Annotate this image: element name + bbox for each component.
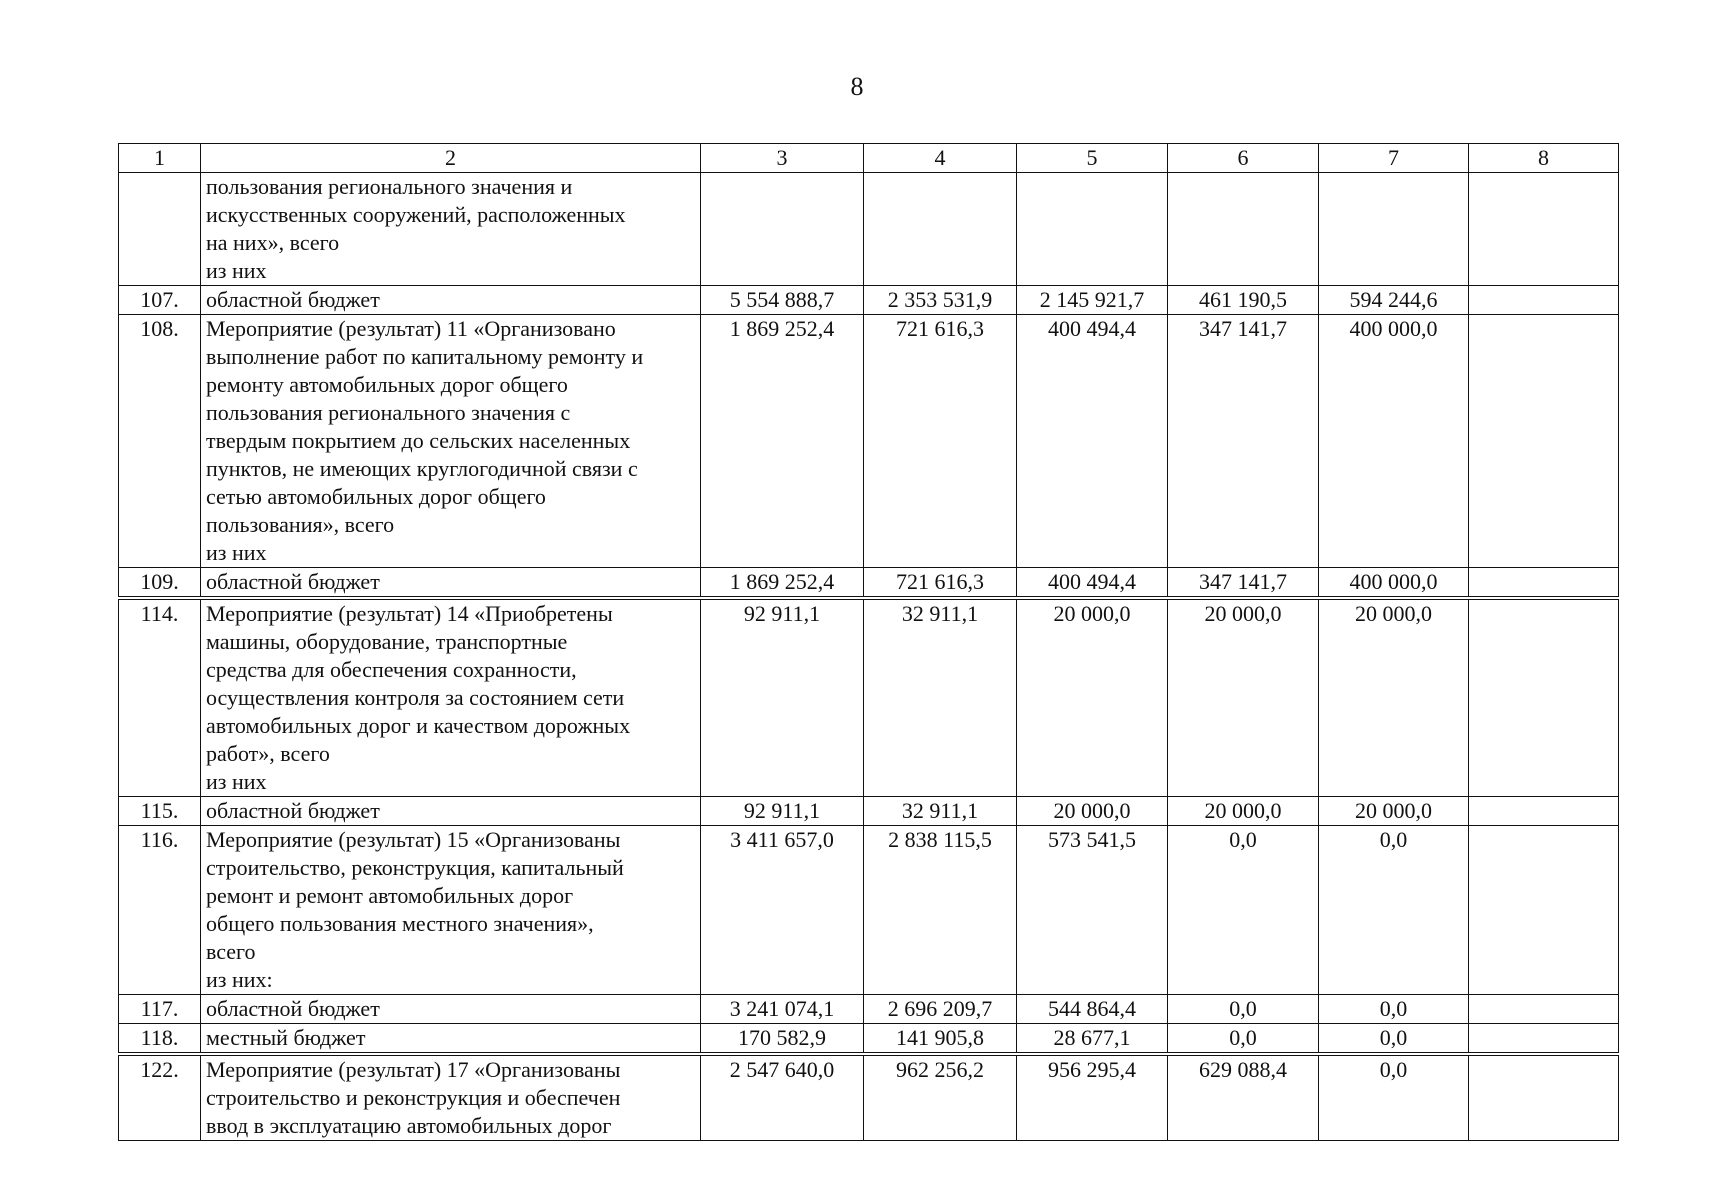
table-row	[119, 797, 1619, 826]
value-cell	[1469, 995, 1619, 1024]
description-line: всего	[206, 939, 256, 964]
table-row	[119, 1024, 1619, 1055]
value-cell: 0,0	[1319, 995, 1469, 1024]
description-line: строительство и реконструкция и обеспечен	[206, 1085, 621, 1110]
value-cell: 2 353 531,9	[864, 286, 1017, 315]
value-cell	[1017, 173, 1168, 286]
row-number: 109.	[119, 568, 201, 599]
value-cell: 20 000,0	[1319, 797, 1469, 826]
table-row	[119, 173, 1619, 286]
value-cell: 721 616,3	[864, 568, 1017, 599]
value-cell: 0,0	[1319, 826, 1469, 995]
value-cell: 170 582,9	[701, 1024, 864, 1055]
value-cell: 2 547 640,0	[701, 1054, 864, 1141]
row-number: 115.	[119, 797, 201, 826]
value-cell: 573 541,5	[1017, 826, 1168, 995]
value-cell: 5 554 888,7	[701, 286, 864, 315]
value-cell: 28 677,1	[1017, 1024, 1168, 1055]
table-row	[119, 826, 1619, 995]
description-line: пунктов, не имеющих круглогодичной связи с	[206, 456, 638, 481]
description-line: Мероприятие (результат) 15 «Организованы	[206, 827, 621, 852]
value-cell	[1469, 598, 1619, 797]
description-line: выполнение работ по капитальному ремонту и	[206, 344, 644, 369]
row-description	[201, 1024, 701, 1055]
row-description	[201, 315, 701, 568]
row-description	[201, 826, 701, 995]
column-header: 5	[1017, 144, 1168, 173]
value-cell: 962 256,2	[864, 1054, 1017, 1141]
row-description	[201, 598, 701, 797]
row-description	[201, 1054, 701, 1141]
value-cell: 2 145 921,7	[1017, 286, 1168, 315]
value-cell: 400 000,0	[1319, 315, 1469, 568]
value-cell: 629 088,4	[1168, 1054, 1319, 1141]
value-cell: 32 911,1	[864, 797, 1017, 826]
value-cell: 461 190,5	[1168, 286, 1319, 315]
value-cell: 2 696 209,7	[864, 995, 1017, 1024]
description-line: ремонту автомобильных дорог общего	[206, 372, 568, 397]
page-number: 8	[850, 72, 864, 101]
description-line: Мероприятие (результат) 14 «Приобретены	[206, 601, 613, 626]
value-cell: 1 869 252,4	[701, 315, 864, 568]
value-cell: 1 869 252,4	[701, 568, 864, 599]
row-number: 116.	[119, 826, 201, 995]
value-cell: 0,0	[1319, 1054, 1469, 1141]
row-number: 107.	[119, 286, 201, 315]
value-cell: 956 295,4	[1017, 1054, 1168, 1141]
value-cell: 0,0	[1319, 1024, 1469, 1055]
description-line: машины, оборудование, транспортные	[206, 629, 568, 654]
value-cell	[1469, 797, 1619, 826]
row-number	[119, 173, 201, 286]
value-cell: 594 244,6	[1319, 286, 1469, 315]
description-line: на них», всего	[206, 230, 340, 255]
description-line: пользования регионального значения с	[206, 400, 571, 425]
budget-table	[118, 143, 1619, 1141]
value-cell	[1469, 315, 1619, 568]
row-number: 108.	[119, 315, 201, 568]
description-line: из них	[206, 540, 267, 565]
value-cell: 141 905,8	[864, 1024, 1017, 1055]
row-description	[201, 797, 701, 826]
column-header: 6	[1168, 144, 1319, 173]
value-cell: 92 911,1	[701, 598, 864, 797]
value-cell	[701, 173, 864, 286]
description-line: пользования», всего	[206, 512, 395, 537]
column-header: 8	[1469, 144, 1619, 173]
value-cell: 2 838 115,5	[864, 826, 1017, 995]
value-cell: 0,0	[1168, 826, 1319, 995]
description-line: областной бюджет	[206, 798, 380, 823]
description-line: работ», всего	[206, 741, 330, 766]
description-line: Мероприятие (результат) 11 «Организовано	[206, 316, 616, 341]
value-cell: 0,0	[1168, 1024, 1319, 1055]
description-line: Мероприятие (результат) 17 «Организованы	[206, 1057, 621, 1082]
description-line: пользования регионального значения и	[206, 174, 573, 199]
description-line: твердым покрытием до сельских населенных	[206, 428, 631, 453]
description-line: областной бюджет	[206, 287, 380, 312]
column-header: 4	[864, 144, 1017, 173]
value-cell: 20 000,0	[1168, 598, 1319, 797]
column-header: 3	[701, 144, 864, 173]
value-cell: 32 911,1	[864, 598, 1017, 797]
description-line: строительство, реконструкция, капитальный	[206, 855, 624, 880]
description-line: из них	[206, 258, 267, 283]
value-cell: 20 000,0	[1319, 598, 1469, 797]
description-line: областной бюджет	[206, 569, 380, 594]
value-cell: 347 141,7	[1168, 568, 1319, 599]
value-cell	[1469, 173, 1619, 286]
value-cell: 3 241 074,1	[701, 995, 864, 1024]
value-cell: 400 494,4	[1017, 315, 1168, 568]
value-cell: 20 000,0	[1168, 797, 1319, 826]
value-cell	[1469, 286, 1619, 315]
value-cell	[1469, 1024, 1619, 1055]
row-description	[201, 568, 701, 599]
value-cell	[1319, 173, 1469, 286]
value-cell	[864, 173, 1017, 286]
description-line: областной бюджет	[206, 996, 380, 1021]
row-number: 117.	[119, 995, 201, 1024]
description-line: сетью автомобильных дорог общего	[206, 484, 546, 509]
value-cell: 721 616,3	[864, 315, 1017, 568]
table-row	[119, 1054, 1619, 1141]
column-header-row	[119, 144, 1619, 173]
description-line: из них:	[206, 967, 273, 992]
value-cell: 92 911,1	[701, 797, 864, 826]
value-cell: 400 494,4	[1017, 568, 1168, 599]
description-line: осуществления контроля за состоянием сети	[206, 685, 625, 710]
column-header: 7	[1319, 144, 1469, 173]
description-line: средства для обеспечения сохранности,	[206, 657, 577, 682]
value-cell: 20 000,0	[1017, 797, 1168, 826]
value-cell: 347 141,7	[1168, 315, 1319, 568]
column-header: 1	[119, 144, 201, 173]
value-cell: 0,0	[1168, 995, 1319, 1024]
value-cell: 3 411 657,0	[701, 826, 864, 995]
description-line: автомобильных дорог и качеством дорожных	[206, 713, 631, 738]
column-header: 2	[201, 144, 701, 173]
value-cell	[1469, 568, 1619, 599]
description-line: ремонт и ремонт автомобильных дорог	[206, 883, 574, 908]
row-number: 122.	[119, 1054, 201, 1141]
value-cell	[1469, 826, 1619, 995]
row-number: 114.	[119, 598, 201, 797]
row-description	[201, 995, 701, 1024]
value-cell: 20 000,0	[1017, 598, 1168, 797]
table-row	[119, 315, 1619, 568]
value-cell	[1469, 1054, 1619, 1141]
description-line: местный бюджет	[206, 1025, 366, 1050]
description-line: общего пользования местного значения»,	[206, 911, 594, 936]
description-line: из них	[206, 769, 267, 794]
table-row	[119, 995, 1619, 1024]
description-line: ввод в эксплуатацию автомобильных дорог	[206, 1113, 612, 1138]
row-number: 118.	[119, 1024, 201, 1055]
value-cell: 544 864,4	[1017, 995, 1168, 1024]
row-description	[201, 286, 701, 315]
description-line: искусственных сооружений, расположенных	[206, 202, 626, 227]
table-row	[119, 286, 1619, 315]
table-row	[119, 598, 1619, 797]
value-cell: 400 000,0	[1319, 568, 1469, 599]
value-cell	[1168, 173, 1319, 286]
table-row	[119, 568, 1619, 599]
row-description	[201, 173, 701, 286]
